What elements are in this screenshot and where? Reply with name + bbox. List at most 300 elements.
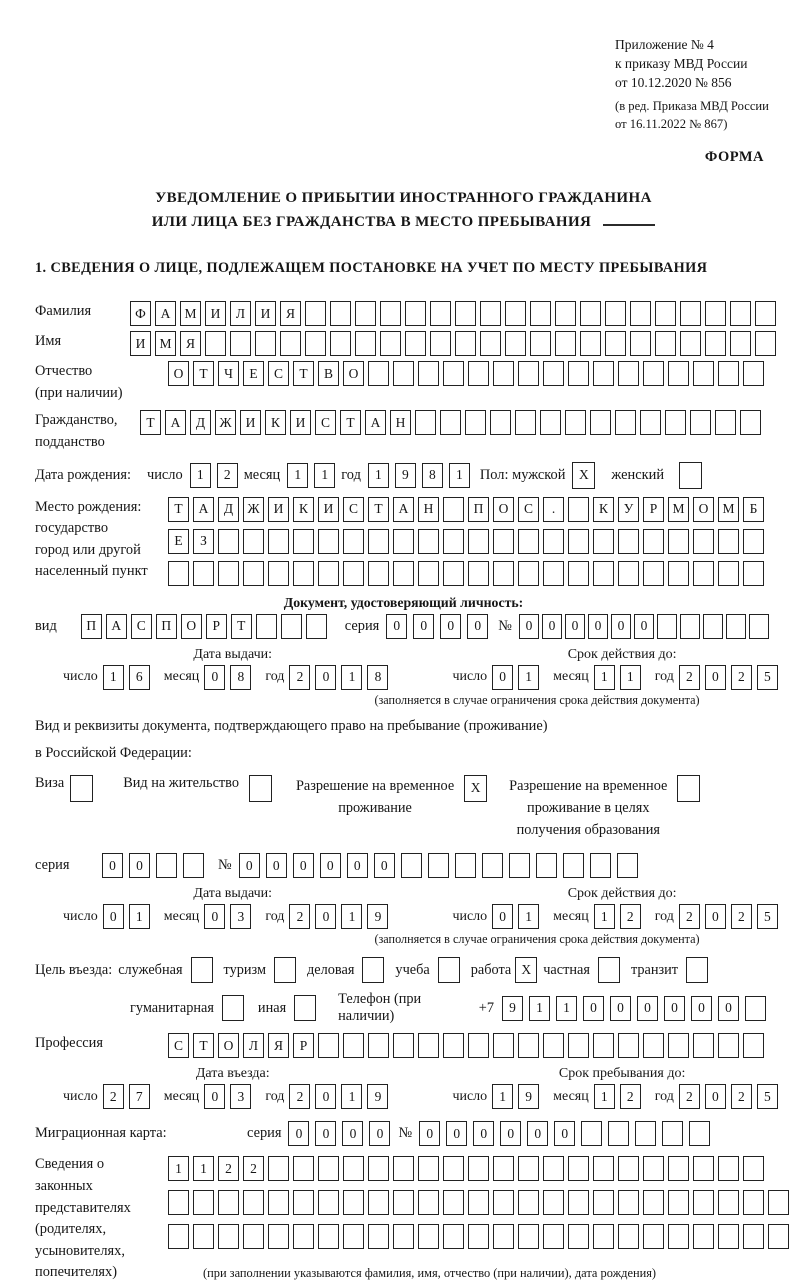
char-cell[interactable]: 0	[315, 665, 336, 690]
char-cell[interactable]	[718, 361, 739, 386]
char-cell[interactable]: 1	[556, 996, 577, 1021]
char-cell[interactable]	[563, 853, 584, 878]
char-cell[interactable]	[268, 561, 289, 586]
char-cell[interactable]	[443, 361, 464, 386]
char-cell[interactable]	[343, 1224, 364, 1249]
char-cell[interactable]	[515, 410, 536, 435]
char-cell[interactable]: 0	[542, 614, 562, 639]
char-cell[interactable]	[693, 529, 714, 554]
char-cell[interactable]: 7	[129, 1084, 150, 1109]
char-cell[interactable]: П	[468, 497, 489, 522]
char-cell[interactable]: 1	[341, 1084, 362, 1109]
char-cell[interactable]: 1	[620, 665, 641, 690]
char-cell[interactable]	[468, 1033, 489, 1058]
char-cell[interactable]	[355, 301, 376, 326]
char-cell[interactable]	[355, 331, 376, 356]
char-cell[interactable]	[468, 1190, 489, 1215]
char-cell[interactable]	[168, 1224, 189, 1249]
char-cell[interactable]	[668, 1156, 689, 1181]
char-cell[interactable]	[703, 614, 723, 639]
char-cell[interactable]: И	[268, 497, 289, 522]
char-cell[interactable]: 1	[190, 463, 211, 488]
char-cell[interactable]: 1	[287, 463, 308, 488]
char-cell[interactable]	[468, 1224, 489, 1249]
char-cell[interactable]	[730, 301, 751, 326]
char-cell[interactable]	[490, 410, 511, 435]
char-cell[interactable]	[468, 529, 489, 554]
char-cell[interactable]	[518, 1224, 539, 1249]
char-cell[interactable]	[555, 301, 576, 326]
char-cell[interactable]: 0	[519, 614, 539, 639]
char-cell[interactable]: Я	[180, 331, 201, 356]
char-cell[interactable]: 0	[492, 904, 513, 929]
char-cell[interactable]	[418, 1224, 439, 1249]
char-cell[interactable]: П	[156, 614, 177, 639]
char-cell[interactable]	[343, 561, 364, 586]
char-cell[interactable]	[689, 1121, 710, 1146]
char-cell[interactable]	[509, 853, 530, 878]
char-cell[interactable]	[743, 361, 764, 386]
char-cell[interactable]	[518, 529, 539, 554]
char-cell[interactable]: 0	[473, 1121, 494, 1146]
char-cell[interactable]	[418, 561, 439, 586]
char-cell[interactable]	[540, 410, 561, 435]
char-cell[interactable]	[643, 361, 664, 386]
char-cell[interactable]: И	[255, 301, 276, 326]
char-cell[interactable]: 0	[102, 853, 123, 878]
char-cell[interactable]	[418, 529, 439, 554]
char-cell[interactable]	[655, 331, 676, 356]
char-cell[interactable]: 0	[611, 614, 631, 639]
char-cell[interactable]: 0	[527, 1121, 548, 1146]
char-cell[interactable]: Д	[218, 497, 239, 522]
edu-residence-checkbox[interactable]	[677, 775, 700, 802]
char-cell[interactable]	[443, 1156, 464, 1181]
purpose-study-checkbox[interactable]	[438, 957, 460, 983]
char-cell[interactable]	[715, 410, 736, 435]
char-cell[interactable]	[530, 331, 551, 356]
char-cell[interactable]	[743, 561, 764, 586]
char-cell[interactable]: 1	[129, 904, 150, 929]
char-cell[interactable]	[530, 301, 551, 326]
char-cell[interactable]	[655, 301, 676, 326]
char-cell[interactable]: О	[181, 614, 202, 639]
char-cell[interactable]	[618, 361, 639, 386]
purpose-transit-checkbox[interactable]	[686, 957, 708, 983]
char-cell[interactable]	[693, 1156, 714, 1181]
char-cell[interactable]	[368, 1156, 389, 1181]
char-cell[interactable]	[617, 853, 638, 878]
char-cell[interactable]	[401, 853, 422, 878]
char-cell[interactable]	[643, 1156, 664, 1181]
char-cell[interactable]: 0	[374, 853, 395, 878]
char-cell[interactable]: 1	[341, 904, 362, 929]
char-cell[interactable]: Т	[231, 614, 252, 639]
char-cell[interactable]: 1	[518, 904, 539, 929]
char-cell[interactable]	[255, 331, 276, 356]
char-cell[interactable]: 0	[315, 1084, 336, 1109]
char-cell[interactable]: И	[205, 301, 226, 326]
char-cell[interactable]: 5	[757, 1084, 778, 1109]
char-cell[interactable]	[393, 561, 414, 586]
char-cell[interactable]	[243, 1190, 264, 1215]
char-cell[interactable]	[440, 410, 461, 435]
char-cell[interactable]: 9	[395, 463, 416, 488]
char-cell[interactable]	[618, 1156, 639, 1181]
char-cell[interactable]	[368, 561, 389, 586]
char-cell[interactable]: 0	[718, 996, 739, 1021]
char-cell[interactable]: 2	[731, 665, 752, 690]
char-cell[interactable]	[330, 331, 351, 356]
char-cell[interactable]	[693, 1190, 714, 1215]
char-cell[interactable]: 2	[243, 1156, 264, 1181]
char-cell[interactable]	[518, 1156, 539, 1181]
char-cell[interactable]: Р	[293, 1033, 314, 1058]
char-cell[interactable]	[293, 1190, 314, 1215]
char-cell[interactable]: 0	[610, 996, 631, 1021]
char-cell[interactable]: 1	[168, 1156, 189, 1181]
char-cell[interactable]: 0	[204, 1084, 225, 1109]
char-cell[interactable]: Д	[190, 410, 211, 435]
char-cell[interactable]	[635, 1121, 656, 1146]
char-cell[interactable]	[218, 1224, 239, 1249]
char-cell[interactable]: Л	[243, 1033, 264, 1058]
char-cell[interactable]	[630, 301, 651, 326]
char-cell[interactable]	[256, 614, 277, 639]
char-cell[interactable]: Т	[293, 361, 314, 386]
char-cell[interactable]	[543, 529, 564, 554]
char-cell[interactable]: 5	[757, 665, 778, 690]
char-cell[interactable]	[662, 1121, 683, 1146]
char-cell[interactable]	[293, 1224, 314, 1249]
char-cell[interactable]: С	[518, 497, 539, 522]
char-cell[interactable]: 0	[204, 904, 225, 929]
char-cell[interactable]: 1	[594, 1084, 615, 1109]
char-cell[interactable]	[405, 301, 426, 326]
char-cell[interactable]	[568, 1156, 589, 1181]
char-cell[interactable]	[268, 1190, 289, 1215]
char-cell[interactable]	[343, 1156, 364, 1181]
char-cell[interactable]	[482, 853, 503, 878]
char-cell[interactable]: К	[293, 497, 314, 522]
char-cell[interactable]	[680, 301, 701, 326]
purpose-business-trip-checkbox[interactable]	[191, 957, 213, 983]
char-cell[interactable]	[205, 331, 226, 356]
char-cell[interactable]	[168, 1190, 189, 1215]
char-cell[interactable]	[690, 410, 711, 435]
char-cell[interactable]	[243, 561, 264, 586]
char-cell[interactable]: 2	[679, 665, 700, 690]
purpose-tourism-checkbox[interactable]	[274, 957, 296, 983]
char-cell[interactable]: 2	[679, 1084, 700, 1109]
char-cell[interactable]: 0	[369, 1121, 390, 1146]
char-cell[interactable]	[493, 1224, 514, 1249]
char-cell[interactable]: 1	[368, 463, 389, 488]
char-cell[interactable]	[745, 996, 766, 1021]
char-cell[interactable]: 8	[422, 463, 443, 488]
char-cell[interactable]	[493, 1190, 514, 1215]
char-cell[interactable]	[643, 1224, 664, 1249]
char-cell[interactable]	[718, 1033, 739, 1058]
char-cell[interactable]	[593, 361, 614, 386]
char-cell[interactable]: 0	[288, 1121, 309, 1146]
char-cell[interactable]: О	[218, 1033, 239, 1058]
char-cell[interactable]	[657, 614, 677, 639]
char-cell[interactable]: А	[193, 497, 214, 522]
char-cell[interactable]: 0	[103, 904, 124, 929]
char-cell[interactable]	[718, 561, 739, 586]
char-cell[interactable]: С	[168, 1033, 189, 1058]
char-cell[interactable]: Я	[280, 301, 301, 326]
char-cell[interactable]: 0	[705, 1084, 726, 1109]
char-cell[interactable]: 3	[230, 904, 251, 929]
char-cell[interactable]: 2	[620, 904, 641, 929]
char-cell[interactable]: Е	[168, 529, 189, 554]
char-cell[interactable]	[368, 1224, 389, 1249]
char-cell[interactable]: С	[131, 614, 152, 639]
char-cell[interactable]	[493, 1156, 514, 1181]
char-cell[interactable]	[568, 1224, 589, 1249]
char-cell[interactable]	[693, 561, 714, 586]
char-cell[interactable]	[581, 1121, 602, 1146]
char-cell[interactable]	[193, 1224, 214, 1249]
char-cell[interactable]: 0	[239, 853, 260, 878]
char-cell[interactable]	[418, 361, 439, 386]
char-cell[interactable]	[568, 1033, 589, 1058]
temp-residence-checkbox[interactable]: X	[464, 775, 487, 802]
char-cell[interactable]	[393, 1156, 414, 1181]
char-cell[interactable]	[693, 1224, 714, 1249]
char-cell[interactable]	[218, 1190, 239, 1215]
char-cell[interactable]: М	[668, 497, 689, 522]
char-cell[interactable]: Т	[140, 410, 161, 435]
char-cell[interactable]: 2	[217, 463, 238, 488]
char-cell[interactable]: 2	[218, 1156, 239, 1181]
char-cell[interactable]: 0	[342, 1121, 363, 1146]
char-cell[interactable]	[468, 361, 489, 386]
char-cell[interactable]	[268, 1156, 289, 1181]
char-cell[interactable]: 9	[518, 1084, 539, 1109]
char-cell[interactable]: Т	[368, 497, 389, 522]
char-cell[interactable]	[393, 1033, 414, 1058]
char-cell[interactable]: .	[543, 497, 564, 522]
char-cell[interactable]	[668, 561, 689, 586]
char-cell[interactable]	[590, 853, 611, 878]
char-cell[interactable]: С	[268, 361, 289, 386]
char-cell[interactable]	[593, 529, 614, 554]
char-cell[interactable]	[305, 301, 326, 326]
char-cell[interactable]	[593, 561, 614, 586]
char-cell[interactable]	[643, 1033, 664, 1058]
char-cell[interactable]: 0	[705, 665, 726, 690]
char-cell[interactable]: 0	[413, 614, 434, 639]
char-cell[interactable]	[518, 561, 539, 586]
char-cell[interactable]	[368, 1033, 389, 1058]
char-cell[interactable]	[640, 410, 661, 435]
char-cell[interactable]	[743, 1033, 764, 1058]
char-cell[interactable]: 0	[492, 665, 513, 690]
visa-checkbox[interactable]	[70, 775, 93, 802]
char-cell[interactable]: 1	[193, 1156, 214, 1181]
char-cell[interactable]: К	[265, 410, 286, 435]
char-cell[interactable]	[218, 529, 239, 554]
residence-permit-checkbox[interactable]	[249, 775, 272, 802]
char-cell[interactable]	[605, 301, 626, 326]
char-cell[interactable]	[430, 331, 451, 356]
char-cell[interactable]: О	[493, 497, 514, 522]
char-cell[interactable]: 1	[341, 665, 362, 690]
char-cell[interactable]	[443, 1033, 464, 1058]
char-cell[interactable]	[493, 529, 514, 554]
char-cell[interactable]	[580, 301, 601, 326]
char-cell[interactable]: 0	[315, 1121, 336, 1146]
char-cell[interactable]: 1	[529, 996, 550, 1021]
char-cell[interactable]: А	[106, 614, 127, 639]
char-cell[interactable]	[405, 331, 426, 356]
char-cell[interactable]: 2	[103, 1084, 124, 1109]
char-cell[interactable]	[718, 529, 739, 554]
char-cell[interactable]	[743, 529, 764, 554]
char-cell[interactable]	[330, 301, 351, 326]
char-cell[interactable]	[293, 561, 314, 586]
char-cell[interactable]	[268, 1224, 289, 1249]
char-cell[interactable]	[668, 1224, 689, 1249]
char-cell[interactable]	[543, 561, 564, 586]
char-cell[interactable]: 3	[230, 1084, 251, 1109]
char-cell[interactable]	[593, 1224, 614, 1249]
char-cell[interactable]: 0	[705, 904, 726, 929]
char-cell[interactable]	[543, 1224, 564, 1249]
char-cell[interactable]: 1	[518, 665, 539, 690]
char-cell[interactable]: 1	[449, 463, 470, 488]
char-cell[interactable]	[593, 1033, 614, 1058]
char-cell[interactable]	[455, 331, 476, 356]
char-cell[interactable]: 1	[314, 463, 335, 488]
char-cell[interactable]: Л	[230, 301, 251, 326]
char-cell[interactable]	[543, 1190, 564, 1215]
char-cell[interactable]	[630, 331, 651, 356]
char-cell[interactable]	[418, 1190, 439, 1215]
char-cell[interactable]	[293, 529, 314, 554]
char-cell[interactable]	[443, 497, 464, 522]
char-cell[interactable]	[536, 853, 557, 878]
char-cell[interactable]: 0	[315, 904, 336, 929]
char-cell[interactable]: 0	[583, 996, 604, 1021]
char-cell[interactable]	[740, 410, 761, 435]
char-cell[interactable]: О	[168, 361, 189, 386]
char-cell[interactable]: Ч	[218, 361, 239, 386]
char-cell[interactable]	[293, 1156, 314, 1181]
char-cell[interactable]: П	[81, 614, 102, 639]
char-cell[interactable]	[665, 410, 686, 435]
char-cell[interactable]	[680, 331, 701, 356]
char-cell[interactable]	[493, 1033, 514, 1058]
char-cell[interactable]	[618, 561, 639, 586]
char-cell[interactable]: 0	[664, 996, 685, 1021]
char-cell[interactable]: 8	[230, 665, 251, 690]
char-cell[interactable]: 0	[634, 614, 654, 639]
char-cell[interactable]	[543, 1156, 564, 1181]
char-cell[interactable]	[480, 331, 501, 356]
char-cell[interactable]: 0	[419, 1121, 440, 1146]
char-cell[interactable]	[505, 331, 526, 356]
char-cell[interactable]: И	[318, 497, 339, 522]
char-cell[interactable]: 0	[386, 614, 407, 639]
char-cell[interactable]	[305, 331, 326, 356]
char-cell[interactable]	[749, 614, 769, 639]
char-cell[interactable]	[555, 331, 576, 356]
char-cell[interactable]	[393, 529, 414, 554]
char-cell[interactable]: М	[155, 331, 176, 356]
char-cell[interactable]: 5	[757, 904, 778, 929]
char-cell[interactable]: 1	[492, 1084, 513, 1109]
char-cell[interactable]	[443, 561, 464, 586]
char-cell[interactable]: Р	[643, 497, 664, 522]
char-cell[interactable]	[680, 614, 700, 639]
char-cell[interactable]: 2	[289, 1084, 310, 1109]
char-cell[interactable]	[380, 301, 401, 326]
purpose-other-checkbox[interactable]	[294, 995, 316, 1021]
char-cell[interactable]	[243, 1224, 264, 1249]
char-cell[interactable]: О	[693, 497, 714, 522]
char-cell[interactable]	[168, 561, 189, 586]
char-cell[interactable]	[306, 614, 327, 639]
char-cell[interactable]: Е	[243, 361, 264, 386]
char-cell[interactable]	[465, 410, 486, 435]
char-cell[interactable]	[443, 529, 464, 554]
char-cell[interactable]: 0	[637, 996, 658, 1021]
char-cell[interactable]	[318, 529, 339, 554]
char-cell[interactable]	[518, 1033, 539, 1058]
char-cell[interactable]	[568, 361, 589, 386]
char-cell[interactable]	[705, 301, 726, 326]
char-cell[interactable]: 2	[620, 1084, 641, 1109]
char-cell[interactable]	[193, 561, 214, 586]
char-cell[interactable]	[455, 853, 476, 878]
char-cell[interactable]: 8	[367, 665, 388, 690]
char-cell[interactable]: 1	[594, 665, 615, 690]
char-cell[interactable]	[415, 410, 436, 435]
char-cell[interactable]: И	[240, 410, 261, 435]
char-cell[interactable]	[280, 331, 301, 356]
char-cell[interactable]	[430, 301, 451, 326]
char-cell[interactable]: В	[318, 361, 339, 386]
char-cell[interactable]: У	[618, 497, 639, 522]
char-cell[interactable]: 0	[565, 614, 585, 639]
char-cell[interactable]: 0	[347, 853, 368, 878]
char-cell[interactable]	[318, 1156, 339, 1181]
char-cell[interactable]	[518, 1190, 539, 1215]
char-cell[interactable]: 2	[679, 904, 700, 929]
char-cell[interactable]	[281, 614, 302, 639]
char-cell[interactable]: Ж	[243, 497, 264, 522]
char-cell[interactable]	[618, 1033, 639, 1058]
char-cell[interactable]	[193, 1190, 214, 1215]
char-cell[interactable]: 0	[446, 1121, 467, 1146]
char-cell[interactable]: 2	[289, 665, 310, 690]
char-cell[interactable]: 0	[204, 665, 225, 690]
char-cell[interactable]	[755, 331, 776, 356]
char-cell[interactable]	[268, 529, 289, 554]
char-cell[interactable]	[565, 410, 586, 435]
char-cell[interactable]: Б	[743, 497, 764, 522]
char-cell[interactable]	[618, 529, 639, 554]
char-cell[interactable]: 1	[594, 904, 615, 929]
char-cell[interactable]	[343, 1033, 364, 1058]
char-cell[interactable]: З	[193, 529, 214, 554]
char-cell[interactable]	[743, 1190, 764, 1215]
char-cell[interactable]: Р	[206, 614, 227, 639]
